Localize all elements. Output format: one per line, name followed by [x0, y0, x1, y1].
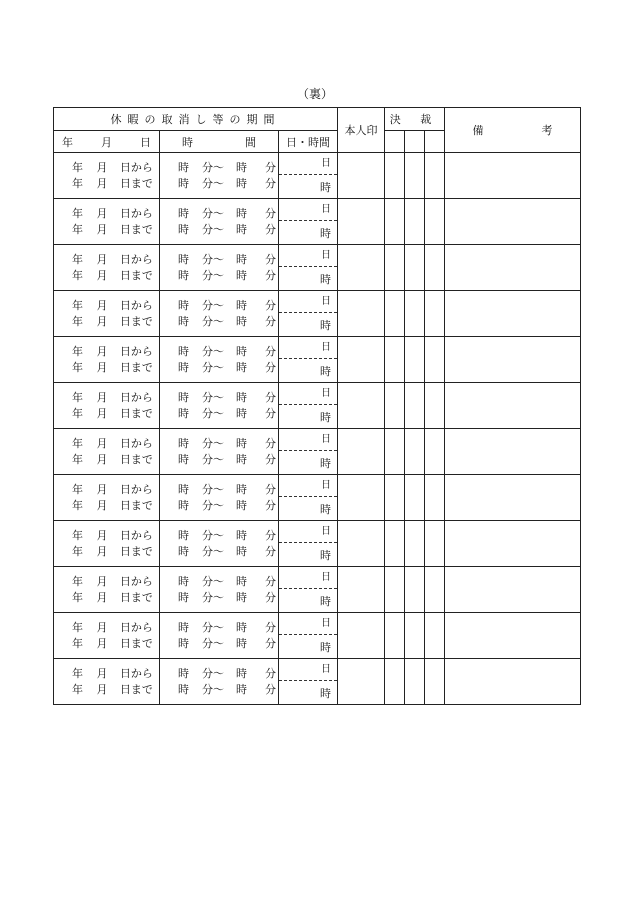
time-range-cell[interactable]: 時 分～ 時 分 時 分～ 時 分 — [160, 383, 279, 429]
remarks-cell[interactable] — [445, 153, 581, 199]
decision-cell[interactable] — [385, 659, 405, 705]
time-range-cell[interactable]: 時 分～ 時 分 時 分～ 時 分 — [160, 429, 279, 475]
time-range-cell[interactable]: 時 分～ 時 分 時 分～ 時 分 — [160, 291, 279, 337]
date-column-header: 年 月 日 — [54, 131, 160, 153]
day-hour-cell[interactable]: 日 時 — [279, 475, 338, 521]
table-row — [54, 291, 581, 337]
day-hour-cell[interactable]: 日 時 — [279, 383, 338, 429]
decision-cell[interactable] — [425, 245, 445, 291]
date-range-cell[interactable]: 年 月 日から 年 月 日まで — [54, 613, 160, 659]
date-range-cell[interactable]: 年 月 日から 年 月 日まで — [54, 659, 160, 705]
decision-cell[interactable] — [385, 475, 405, 521]
day-hour-cell[interactable]: 日 時 — [279, 613, 338, 659]
time-range-cell[interactable]: 時 分～ 時 分 時 分～ 時 分 — [160, 521, 279, 567]
remarks-cell[interactable] — [445, 521, 581, 567]
day-hour-cell[interactable]: 日 時 — [279, 199, 338, 245]
period-title: 休暇の取消し等の期間 — [54, 108, 338, 131]
seal-cell[interactable] — [338, 567, 385, 613]
remarks-header: 備考 — [445, 108, 581, 153]
decision-cell[interactable] — [405, 567, 425, 613]
remarks-cell[interactable] — [445, 613, 581, 659]
decision-cell[interactable] — [405, 153, 425, 199]
decision-cell[interactable] — [385, 567, 405, 613]
seal-cell[interactable] — [338, 613, 385, 659]
decision-cell[interactable] — [425, 199, 445, 245]
decision-cell[interactable] — [425, 429, 445, 475]
remarks-cell[interactable] — [445, 337, 581, 383]
seal-cell[interactable] — [338, 521, 385, 567]
decision-cell[interactable] — [405, 245, 425, 291]
page-side-label: （裏） — [296, 87, 333, 101]
decision-cell[interactable] — [385, 291, 405, 337]
date-range-cell[interactable]: 年 月 日から 年 月 日まで — [54, 521, 160, 567]
remarks-cell[interactable] — [445, 199, 581, 245]
decision-header: 決 裁 — [385, 108, 445, 131]
remarks-cell[interactable] — [445, 475, 581, 521]
remarks-cell[interactable] — [445, 659, 581, 705]
day-hour-cell[interactable]: 日 時 — [279, 521, 338, 567]
seal-cell[interactable] — [338, 153, 385, 199]
remarks-cell[interactable] — [445, 245, 581, 291]
table-row — [54, 521, 581, 567]
date-range-cell[interactable]: 年 月 日から 年 月 日まで — [54, 475, 160, 521]
table-row — [54, 613, 581, 659]
seal-cell[interactable] — [338, 337, 385, 383]
decision-cell[interactable] — [385, 337, 405, 383]
time-range-cell[interactable]: 時 分～ 時 分 時 分～ 時 分 — [160, 337, 279, 383]
table-row — [54, 337, 581, 383]
leave-cancellation-table — [53, 107, 581, 705]
seal-cell[interactable] — [338, 659, 385, 705]
seal-cell[interactable] — [338, 245, 385, 291]
date-range-cell[interactable]: 年 月 日から 年 月 日まで — [54, 245, 160, 291]
decision-cell[interactable] — [405, 521, 425, 567]
table-row — [54, 245, 581, 291]
decision-cell[interactable] — [425, 613, 445, 659]
decision-cell[interactable] — [425, 659, 445, 705]
decision-cell[interactable] — [405, 337, 425, 383]
time-range-cell[interactable]: 時 分～ 時 分 時 分～ 時 分 — [160, 475, 279, 521]
table-row — [54, 567, 581, 613]
seal-header: 本人印 — [338, 108, 385, 153]
decision-cell[interactable] — [405, 291, 425, 337]
decision-cell[interactable] — [425, 291, 445, 337]
seal-cell[interactable] — [338, 475, 385, 521]
date-range-cell[interactable]: 年 月 日から 年 月 日まで — [54, 383, 160, 429]
decision-cell[interactable] — [405, 475, 425, 521]
decision-cell[interactable] — [425, 567, 445, 613]
decision-cell[interactable] — [385, 245, 405, 291]
seal-cell[interactable] — [338, 291, 385, 337]
date-range-cell[interactable]: 年 月 日から 年 月 日まで — [54, 199, 160, 245]
date-range-cell[interactable]: 年 月 日から 年 月 日まで — [54, 337, 160, 383]
day-hour-cell[interactable]: 日 時 — [279, 245, 338, 291]
daytime-column-header: 日・時間 — [279, 131, 338, 153]
time-column-header: 時 間 — [160, 131, 279, 153]
decision-cell[interactable] — [385, 383, 405, 429]
decision-cell[interactable] — [425, 383, 445, 429]
time-range-cell[interactable]: 時 分～ 時 分 時 分～ 時 分 — [160, 567, 279, 613]
table-row — [54, 383, 581, 429]
time-range-cell[interactable]: 時 分～ 時 分 時 分～ 時 分 — [160, 199, 279, 245]
time-range-cell[interactable]: 時 分～ 時 分 時 分～ 時 分 — [160, 659, 279, 705]
decision-cell[interactable] — [385, 153, 405, 199]
table-row — [54, 153, 581, 199]
day-hour-cell[interactable]: 日 時 — [279, 337, 338, 383]
time-range-cell[interactable]: 時 分～ 時 分 時 分～ 時 分 — [160, 245, 279, 291]
decision-cell[interactable] — [385, 199, 405, 245]
decision-cell[interactable] — [425, 521, 445, 567]
decision-cell[interactable] — [405, 429, 425, 475]
remarks-cell[interactable] — [445, 291, 581, 337]
seal-cell[interactable] — [338, 429, 385, 475]
decision-cell[interactable] — [385, 521, 405, 567]
time-range-cell[interactable]: 時 分～ 時 分 時 分～ 時 分 — [160, 153, 279, 199]
time-range-cell[interactable]: 時 分～ 時 分 時 分～ 時 分 — [160, 613, 279, 659]
decision-cell[interactable] — [405, 613, 425, 659]
day-hour-cell[interactable]: 日 時 — [279, 429, 338, 475]
decision-cell[interactable] — [405, 383, 425, 429]
seal-cell[interactable] — [338, 199, 385, 245]
day-hour-cell[interactable]: 日 時 — [279, 659, 338, 705]
decision-cell-3[interactable] — [425, 131, 445, 153]
remarks-cell[interactable] — [445, 429, 581, 475]
table-row — [54, 429, 581, 475]
date-range-cell[interactable]: 年 月 日から 年 月 日まで — [54, 429, 160, 475]
date-range-cell[interactable]: 年 月 日から 年 月 日まで — [54, 567, 160, 613]
decision-cell[interactable] — [425, 153, 445, 199]
date-range-cell[interactable]: 年 月 日から 年 月 日まで — [54, 291, 160, 337]
seal-cell[interactable] — [338, 383, 385, 429]
decision-cell[interactable] — [425, 337, 445, 383]
remarks-cell[interactable] — [445, 383, 581, 429]
decision-cell[interactable] — [385, 613, 405, 659]
day-hour-cell[interactable]: 日 時 — [279, 291, 338, 337]
decision-cell-2[interactable] — [405, 131, 425, 153]
date-range-cell[interactable]: 年 月 日から 年 月 日まで — [54, 153, 160, 199]
day-hour-cell[interactable]: 日 時 — [279, 567, 338, 613]
remarks-cell[interactable] — [445, 567, 581, 613]
table-row — [54, 475, 581, 521]
decision-cell[interactable] — [405, 199, 425, 245]
decision-cell-1[interactable] — [385, 131, 405, 153]
day-hour-cell[interactable]: 日 時 — [279, 153, 338, 199]
table-row — [54, 659, 581, 705]
table-row — [54, 199, 581, 245]
decision-cell[interactable] — [405, 659, 425, 705]
decision-cell[interactable] — [425, 475, 445, 521]
decision-cell[interactable] — [385, 429, 405, 475]
